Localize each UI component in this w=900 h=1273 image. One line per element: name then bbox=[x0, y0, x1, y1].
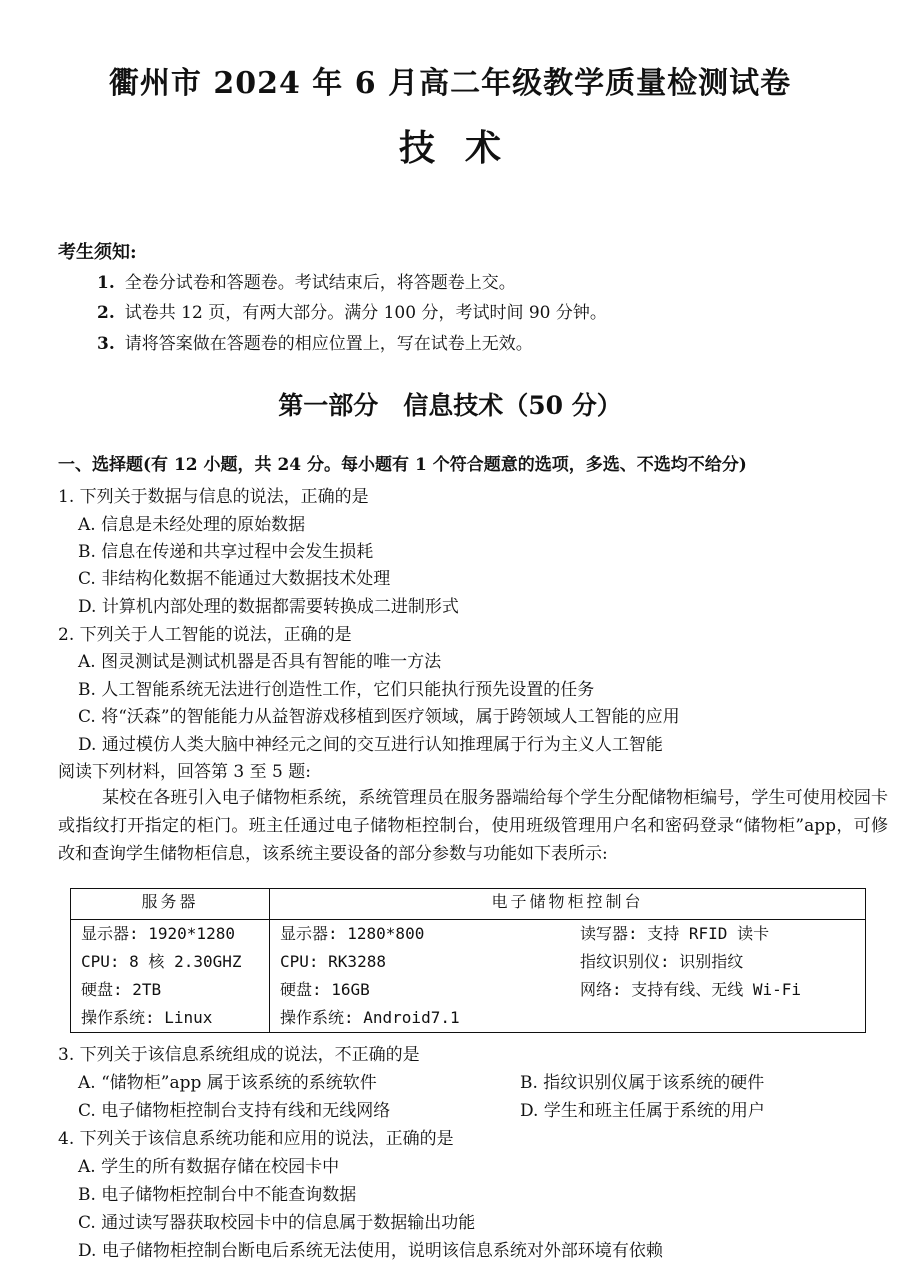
q3-option-d: D. 学生和班主任属于系统的用户 bbox=[520, 1101, 765, 1121]
q2-option-b: B. 人工智能系统无法进行创造性工作，它们只能执行预先设置的任务 bbox=[78, 680, 595, 700]
notice-item-text: 请将答案做在答题卷的相应位置上，写在试卷上无效。 bbox=[124, 334, 533, 354]
reading-paragraph-text: 某校在各班引入电子储物柜系统，系统管理员在服务器端给每个学生分配储物柜编号，学生可使用校园卡或指纹打开指定的柜门。班主任通过电子储物柜控制台，使用班级管理用户名和密码登录“储物柜”app，可修改和查询学生储物柜信息，该系统主要设备的部分参数与功能如下表所示: bbox=[58, 788, 888, 864]
q4-option-b: B. 电子储物柜控制台中不能查询数据 bbox=[78, 1185, 357, 1205]
exam-subject: 技术 bbox=[398, 127, 531, 169]
reading-intro: 阅读下列材料，回答第 3 至 5 题: bbox=[58, 762, 311, 782]
q2-option-a: A. 图灵测试是测试机器是否具有智能的唯一方法 bbox=[78, 652, 442, 672]
server-spec-os: 操作系统: Linux bbox=[81, 1008, 213, 1027]
reading-paragraph bbox=[58, 784, 888, 868]
q3-option-c: C. 电子储物柜控制台支持有线和无线网络 bbox=[78, 1101, 391, 1121]
console-spec-cell bbox=[270, 920, 866, 1033]
notice-item-number: 1. bbox=[97, 273, 115, 293]
console-spec-os: 操作系统: Android7.1 bbox=[280, 1008, 460, 1027]
q4-option-a: A. 学生的所有数据存储在校园卡中 bbox=[78, 1157, 340, 1177]
section1-title: 一、选择题(有 12 小题，共 24 分。每小题有 1 个符合题意的选项，多选、不选均不给分) bbox=[58, 455, 747, 475]
q1-option-d: D. 计算机内部处理的数据都需要转换成二进制形式 bbox=[78, 597, 459, 617]
q4-option-c: C. 通过读写器获取校园卡中的信息属于数据输出功能 bbox=[78, 1213, 476, 1233]
q1-stem: 1. 下列关于数据与信息的说法，正确的是 bbox=[58, 487, 369, 507]
q4-stem: 4. 下列关于该信息系统功能和应用的说法，正确的是 bbox=[58, 1129, 454, 1149]
q4-option-d: D. 电子储物柜控制台断电后系统无法使用，说明该信息系统对外部环境有依赖 bbox=[78, 1241, 663, 1261]
part1-title: 第一部分 信息技术（50 分） bbox=[278, 391, 622, 420]
server-spec-cell bbox=[71, 920, 270, 1033]
notice-item bbox=[97, 329, 533, 354]
q2-stem: 2. 下列关于人工智能的说法，正确的是 bbox=[58, 625, 352, 645]
notice-item-text: 全卷分试卷和答题卷。考试结束后，将答题卷上交。 bbox=[124, 273, 516, 293]
notice-item-number: 2. bbox=[97, 303, 115, 323]
device-spec-table bbox=[70, 888, 866, 1033]
q3-option-b: B. 指纹识别仪属于该系统的硬件 bbox=[520, 1073, 765, 1093]
console-spec-disk: 硬盘: 16GB bbox=[280, 980, 370, 999]
notice-item bbox=[97, 298, 607, 323]
server-spec-cpu: CPU: 8 核 2.30GHZ bbox=[81, 952, 242, 971]
q2-option-c: C. 将“沃森”的智能能力从益智游戏移植到医疗领域，属于跨领域人工智能的应用 bbox=[78, 707, 680, 727]
notice-item-text: 试卷共 12 页，有两大部分。满分 100 分，考试时间 90 分钟。 bbox=[124, 303, 607, 323]
q3-option-a: A. “储物柜”app 属于该系统的系统软件 bbox=[78, 1073, 377, 1093]
exam-title: 衢州市 2024 年 6 月高二年级教学质量检测试卷 bbox=[108, 66, 792, 101]
console-spec-reader: 读写器: 支持 RFID 读卡 bbox=[580, 924, 770, 943]
console-spec-empty bbox=[580, 1004, 855, 1032]
q1-option-c: C. 非结构化数据不能通过大数据技术处理 bbox=[78, 569, 391, 589]
notice-item-number: 3. bbox=[97, 334, 115, 354]
q2-option-d: D. 通过模仿人类大脑中神经元之间的交互进行认知推理属于行为主义人工智能 bbox=[78, 735, 663, 755]
q1-option-a: A. 信息是未经处理的原始数据 bbox=[78, 515, 306, 535]
table-header-console: 电子储物柜控制台 bbox=[270, 889, 866, 920]
server-spec-disk: 硬盘: 2TB bbox=[81, 980, 162, 999]
console-spec-fingerprint: 指纹识别仪: 识别指纹 bbox=[580, 952, 744, 971]
notice-item bbox=[97, 268, 516, 293]
server-spec-display: 显示器: 1920*1280 bbox=[81, 924, 235, 943]
console-spec-cpu: CPU: RK3288 bbox=[280, 952, 386, 971]
q1-option-b: B. 信息在传递和共享过程中会发生损耗 bbox=[78, 542, 374, 562]
table-header-server: 服务器 bbox=[71, 889, 270, 920]
console-spec-network: 网络: 支持有线、无线 Wi-Fi bbox=[580, 980, 802, 999]
notice-title: 考生须知: bbox=[58, 242, 137, 263]
q3-stem: 3. 下列关于该信息系统组成的说法，不正确的是 bbox=[58, 1045, 420, 1065]
console-spec-display: 显示器: 1280*800 bbox=[280, 924, 425, 943]
